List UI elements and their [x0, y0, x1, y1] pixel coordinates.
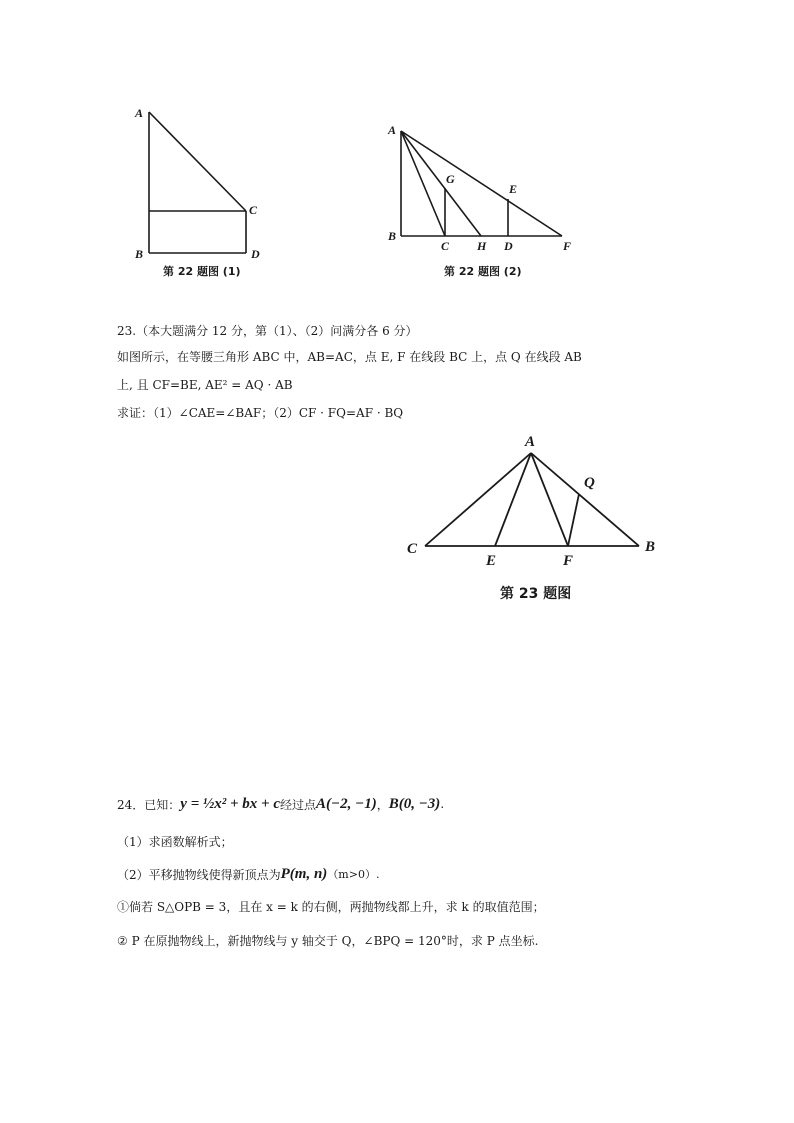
label-A: A	[525, 434, 536, 450]
label-D: D	[251, 247, 260, 261]
label-H: H	[477, 239, 487, 253]
label-E: E	[509, 182, 518, 196]
label-E: E	[486, 553, 497, 569]
problem-24-mid: 经过点	[280, 797, 317, 812]
label-A: A	[388, 123, 397, 137]
label-C: C	[249, 203, 258, 217]
vertex-p: P(m, n)	[280, 865, 328, 882]
equation: y = ½x² + bx + c	[180, 795, 280, 812]
segment-FQ	[568, 494, 579, 546]
segment-AE	[495, 453, 531, 546]
segment-AF	[531, 453, 568, 546]
segment-AC	[425, 453, 531, 546]
point-b: B(0, −3)	[388, 795, 441, 812]
point-a: A(−2, −1)	[316, 795, 377, 812]
problem-24-part2	[117, 862, 379, 886]
label-B: B	[135, 247, 144, 261]
problem-24-part1: （1）求函数解析式；	[117, 835, 233, 849]
period: .	[440, 797, 445, 811]
caption-22-1: 第 22 题图 (1)	[163, 265, 241, 278]
label-G: G	[446, 172, 455, 186]
part2-condition: （m>0）.	[327, 868, 380, 881]
caption-22-2: 第 22 题图 (2)	[444, 265, 522, 278]
label-B: B	[388, 229, 397, 243]
label-B: B	[645, 539, 656, 555]
problem-23-line1: 如图所示，在等腰三角形 ABC 中，AB=AC，点 E, F 在线段 BC 上，点 Q 在线段 AB	[117, 350, 582, 364]
label-F: F	[563, 553, 574, 569]
label-C: C	[407, 541, 418, 557]
problem-24-sub1: ①倘若 S△OPB = 3，且在 x = k 的右侧，两抛物线都上升，求 k 的取值范围；	[117, 900, 545, 914]
part2-prefix: （2）平移抛物线使得新顶点为	[117, 867, 281, 882]
problem-24-sub2: ② P 在原抛物线上，新抛物线与 y 轴交于 Q，∠BPQ = 120°时，求 P 点坐标.	[117, 934, 539, 948]
label-F: F	[563, 239, 572, 253]
caption-23: 第 23 题图	[500, 586, 572, 602]
problem-24-prefix: 24．已知：	[117, 797, 181, 812]
problem-24-intro	[117, 788, 444, 820]
segment-AB	[531, 453, 639, 546]
problem-23-line2: 上, 且 CF=BE, AE² = AQ · AB	[117, 378, 293, 392]
label-Q: Q	[584, 475, 595, 491]
separator: ，	[376, 797, 389, 812]
problem-23-header: 23.（本大题满分 12 分，第（1）、（2）问满分各 6 分）	[117, 324, 418, 338]
label-A: A	[135, 106, 144, 120]
problem-23-line3: 求证：（1）∠CAE=∠BAF；（2）CF · FQ=AF · BQ	[117, 406, 404, 420]
label-C: C	[441, 239, 450, 253]
label-D: D	[504, 239, 513, 253]
